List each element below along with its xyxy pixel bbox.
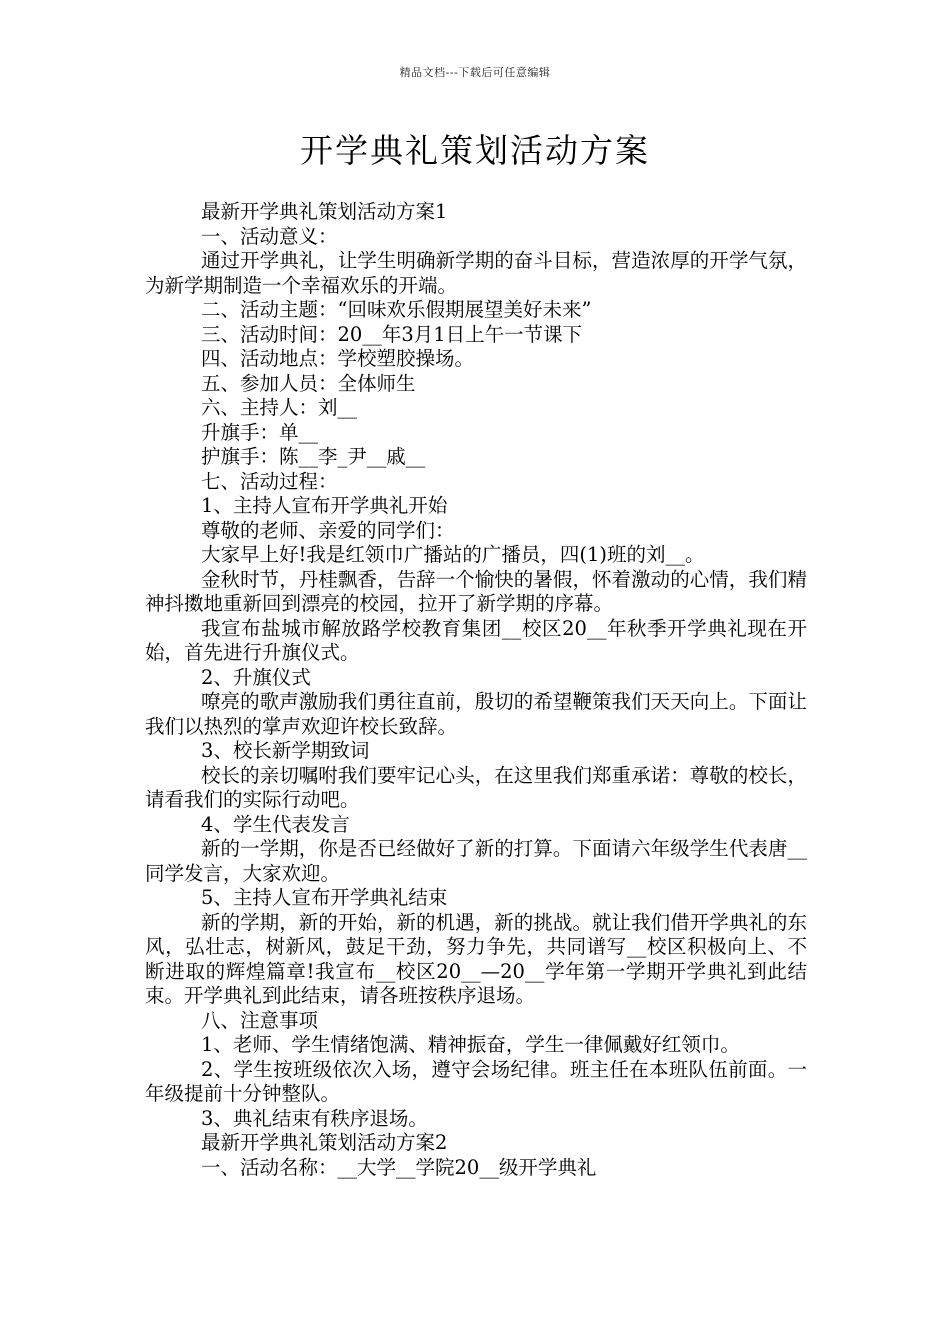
paragraph: 大家早上好!我是红领巾广播站的广播员，四(1)班的刘__。 xyxy=(201,543,705,566)
page-title: 开学典礼策划活动方案 xyxy=(300,131,650,170)
paragraph: 校长的亲切嘱咐我们要牢记心头，在这里我们郑重承诺：尊敬的校长，请看我们的实际行动吧。 xyxy=(145,763,807,811)
paragraph: 嘹亮的歌声激励我们勇往直前，殷切的希望鞭策我们天天向上。下面让我们以热烈的掌声欢迎许校长致辞。 xyxy=(145,690,807,738)
paragraph: 我宣布盐城市解放路学校教育集团__校区20__年秋季开学典礼现在开始，首先进行升旗仪式。 xyxy=(145,616,807,664)
document-body xyxy=(145,200,807,1180)
paragraph: 一、活动名称：__大学__学院20__级开学典礼 xyxy=(201,1155,597,1179)
paragraph: 三、活动时间：20__年3月1日上午一节课下 xyxy=(201,322,583,346)
paragraph: 2、升旗仪式 xyxy=(201,665,311,689)
paragraph: 3、典礼结束有秩序退场。 xyxy=(201,1106,428,1130)
paragraph: 4、学生代表发言 xyxy=(201,812,350,836)
paragraph: 尊敬的老师、亲爱的同学们： xyxy=(201,518,455,542)
paragraph: 新的一学期，你是否已经做好了新的打算。下面请六年级学生代表唐__同学发言，大家欢迎。 xyxy=(145,837,807,885)
paragraph: 升旗手：单__ xyxy=(201,420,319,444)
paragraph: 护旗手：陈__李_尹__戚__ xyxy=(201,445,426,468)
paragraph: 通过开学典礼，让学生明确新学期的奋斗目标，营造浓厚的开学气氛，为新学期制造一个幸福欢乐的开端。 xyxy=(145,249,807,297)
paragraph: 1、老师、学生情绪饱满、精神振奋，学生一律佩戴好红领巾。 xyxy=(201,1033,740,1056)
paragraph: 七、活动过程： xyxy=(201,469,338,493)
paragraph: 一、活动意义： xyxy=(201,224,338,248)
header-note: 精品文档---下载后可任意编辑 xyxy=(399,66,551,79)
paragraph: 八、注意事项 xyxy=(201,1008,319,1032)
paragraph: 3、校长新学期致词 xyxy=(201,739,370,762)
paragraph: 二、活动主题：“回味欢乐假期展望美好未来” xyxy=(201,298,592,321)
paragraph: 六、主持人：刘__ xyxy=(201,396,358,419)
paragraph: 最新开学典礼策划活动方案1 xyxy=(201,200,448,223)
paragraph: 2、学生按班级依次入场，遵守会场纪律。班主任在本班队伍前面。一年级提前十分钟整队。 xyxy=(145,1057,807,1105)
paragraph: 四、活动地点：学校塑胶操场。 xyxy=(201,347,475,370)
paragraph: 5、主持人宣布开学典礼结束 xyxy=(201,886,448,909)
paragraph: 金秋时节，丹桂飘香，告辞一个愉快的暑假，怀着激动的心情，我们精神抖擞地重新回到漂亮的校园，拉开了新学期的序幕。 xyxy=(145,567,807,615)
paragraph: 1、主持人宣布开学典礼开始 xyxy=(201,494,448,517)
paragraph: 五、参加人员：全体师生 xyxy=(201,371,416,395)
paragraph: 最新开学典礼策划活动方案2 xyxy=(201,1131,448,1154)
paragraph: 新的学期，新的开始，新的机遇，新的挑战。就让我们借开学典礼的东风，弘壮志，树新风，鼓足干劲，努力争先，共同谱写__校区积极向上、不断进取的辉煌篇章!我宣布__校区20__—20__学年第一学期开学典礼到此结束。开学典礼到此结束，请各班按秩序退场。 xyxy=(145,910,807,1007)
